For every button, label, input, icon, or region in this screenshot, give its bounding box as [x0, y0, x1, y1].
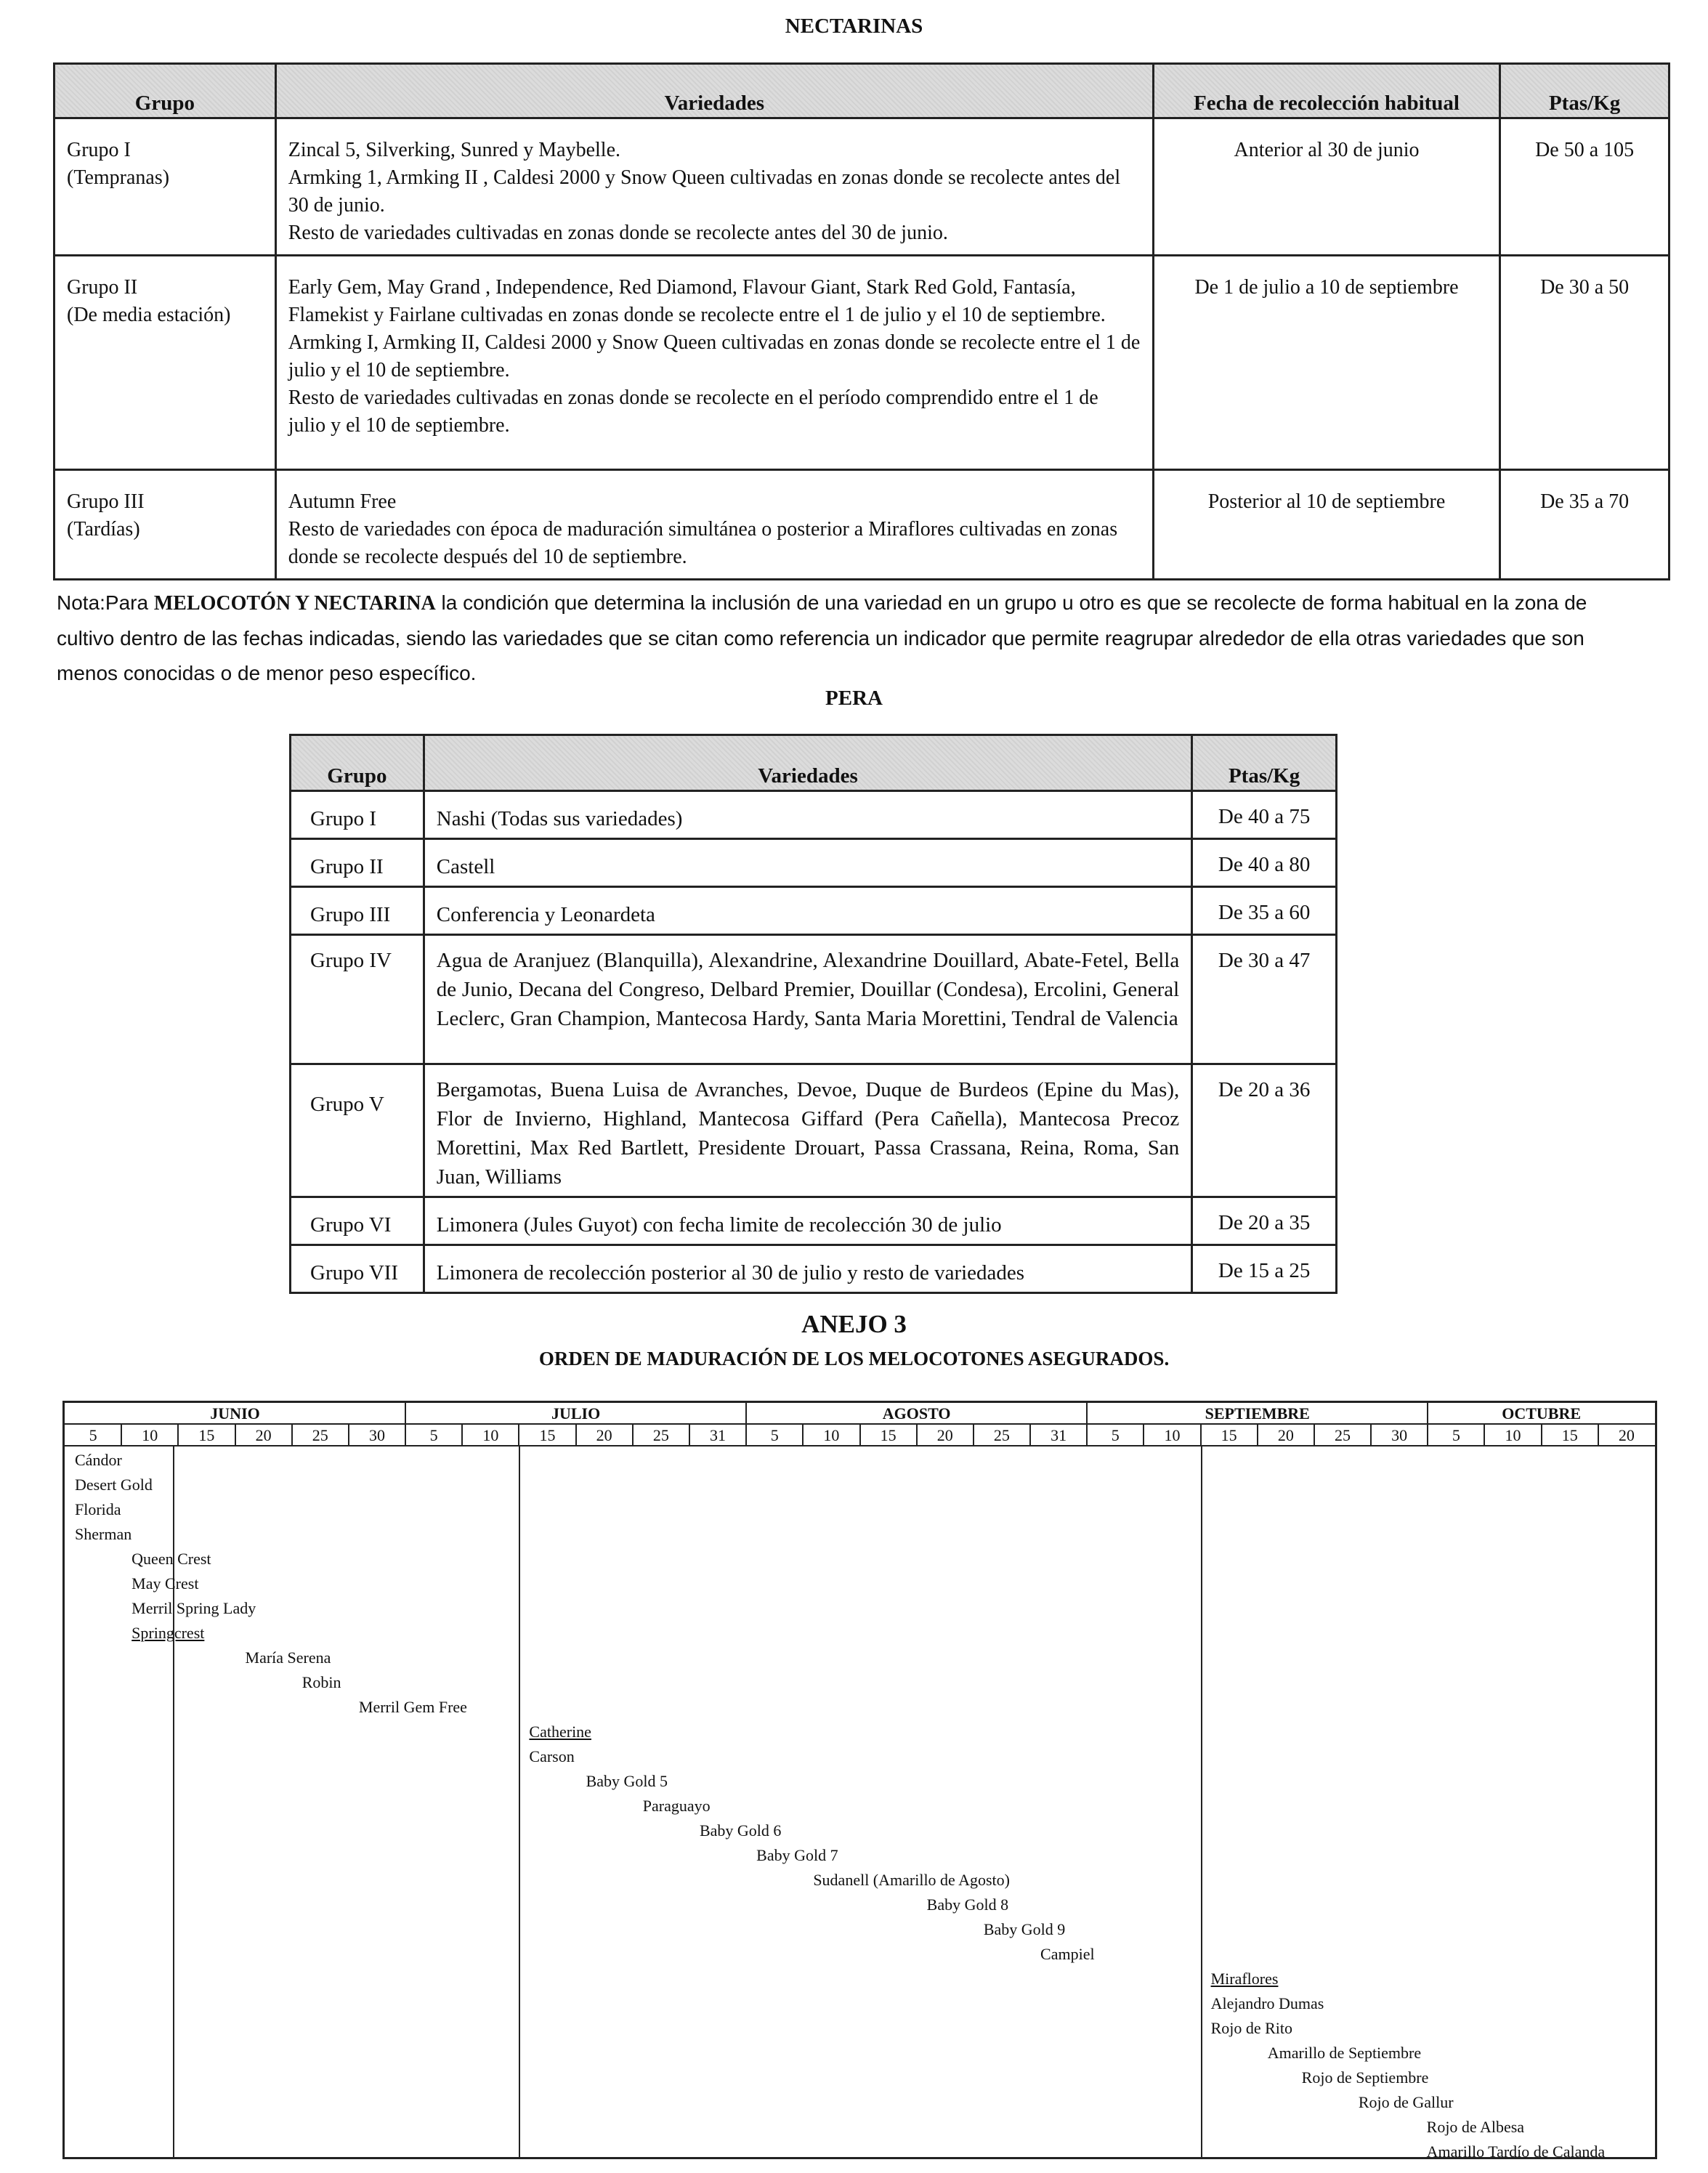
variedad-line: Autumn Free	[288, 490, 397, 513]
day-tick-label: 5	[770, 1426, 779, 1444]
note-bold: MELOCOTÓN Y NECTARINA	[153, 592, 436, 615]
day-divider	[859, 1425, 861, 1445]
variety-label: María Serena	[245, 1648, 331, 1667]
day-divider	[1257, 1425, 1258, 1445]
variety-label: Desert Gold	[75, 1476, 153, 1494]
variedad-line: Zincal 5, Silverking, Sunred y Maybelle.	[288, 139, 620, 161]
day-tick-label: 31	[710, 1426, 726, 1444]
variedades-cell: Limonera de recolección posterior al 30 de julio y resto de variedades	[424, 1245, 1191, 1293]
variety-label: Rojo de Albesa	[1426, 2118, 1525, 2136]
grupo-cell: Grupo VII	[291, 1245, 424, 1293]
table-row	[291, 1197, 1337, 1245]
variety-label: Springcrest	[131, 1624, 205, 1642]
day-tick-label: 10	[823, 1426, 840, 1444]
day-divider	[291, 1425, 293, 1445]
variety-label: Rojo de Rito	[1210, 2019, 1293, 2037]
header-precio: Ptas/Kg	[1192, 735, 1337, 791]
variety-label: Baby Gold 6	[699, 1821, 782, 1840]
day-tick-label: 15	[539, 1426, 556, 1444]
nectarinas-table	[53, 62, 1670, 580]
precio-cell: De 20 a 36	[1192, 1064, 1337, 1197]
variety-label: Miraflores	[1210, 1970, 1279, 1988]
period-guide-line	[1201, 1446, 1202, 2157]
variedades-cell: Bergamotas, Buena Luisa de Avranches, Devoe, Duque de Burdeos (Epine du Mas), Flor de Invierno, Highland, Mantecosa Giffard (Pera Cañella), Mantecosa Precoz Morettini, Max Red Bartlett, Presidente Drouart, Passa Crassana, Reina, Roma, San Juan, Williams	[424, 1064, 1191, 1197]
day-divider	[1598, 1425, 1599, 1445]
maturation-chart	[62, 1401, 1657, 2159]
precio-cell: De 30 a 47	[1192, 935, 1337, 1064]
month-label: JUNIO	[210, 1404, 260, 1423]
header-fecha: Fecha de recolección habitual	[1153, 64, 1499, 118]
variedad-line: Armking 1, Armking II , Caldesi 2000 y Snow Queen cultivadas en zonas donde se recolecte antes del 30 de junio.	[288, 166, 1121, 217]
variety-label: Florida	[75, 1500, 121, 1518]
variedades-cell: Limonera (Jules Guyot) con fecha limite de recolección 30 de julio	[424, 1197, 1191, 1245]
variety-label: Baby Gold 8	[926, 1895, 1009, 1914]
day-tick-label: 25	[312, 1426, 328, 1444]
pera-title: PERA	[825, 687, 883, 710]
table-row	[291, 1245, 1337, 1293]
note-prefix: Nota:Para	[57, 591, 149, 614]
day-divider	[575, 1425, 577, 1445]
fecha-cell: Anterior al 30 de junio	[1153, 118, 1499, 256]
day-divider	[1314, 1425, 1315, 1445]
period-guide-line	[519, 1446, 520, 2157]
variety-label: May Crest	[131, 1574, 199, 1593]
table-row	[291, 935, 1337, 1064]
day-divider	[348, 1425, 349, 1445]
grupo-cell: Grupo II	[291, 839, 424, 887]
table-row	[291, 791, 1337, 839]
precio-cell: De 50 a 105	[1500, 118, 1669, 256]
variedades-cell: Castell	[424, 839, 1191, 887]
grupo-label: Grupo I	[67, 139, 131, 161]
header-grupo: Grupo	[291, 735, 424, 791]
grupo-cell: Grupo I	[291, 791, 424, 839]
day-tick-label: 30	[368, 1426, 385, 1444]
grupo-subtitle: (Tempranas)	[67, 166, 170, 189]
day-divider	[1200, 1425, 1202, 1445]
day-divider	[121, 1425, 122, 1445]
variety-label: Sherman	[75, 1525, 132, 1543]
variedad-line: Resto de variedades con época de maduración simultánea o posterior a Miraflores cultivadas en zonas donde se recolecte después del 10 de septiembre.	[288, 518, 1118, 568]
table-row	[54, 118, 1669, 256]
day-tick-label: 31	[1051, 1426, 1067, 1444]
day-tick-label: 10	[1164, 1426, 1181, 1444]
variedades-cell: Nashi (Todas sus variedades)	[424, 791, 1191, 839]
precio-cell: De 20 a 35	[1192, 1197, 1337, 1245]
grupo-cell: Grupo V	[291, 1064, 424, 1197]
grupo-cell: Grupo III	[291, 887, 424, 935]
variety-label: Robin	[301, 1673, 341, 1691]
variety-label: Catherine	[529, 1723, 591, 1741]
variety-label: Rojo de Septiembre	[1301, 2068, 1429, 2087]
day-divider	[802, 1425, 804, 1445]
header-grupo: Grupo	[54, 64, 276, 118]
variety-label: Baby Gold 7	[756, 1846, 838, 1864]
month-label: AGOSTO	[882, 1404, 951, 1423]
day-tick-label: 20	[936, 1426, 953, 1444]
day-tick-label: 15	[198, 1426, 215, 1444]
variety-label: Queen Crest	[131, 1550, 211, 1568]
variety-label: Rojo de Gallur	[1358, 2093, 1454, 2111]
precio-cell: De 40 a 75	[1192, 791, 1337, 839]
day-divider	[1143, 1425, 1144, 1445]
day-tick-label: 5	[1111, 1426, 1120, 1444]
table-row	[54, 470, 1669, 580]
variety-label: Amarillo de Septiembre	[1267, 2044, 1422, 2062]
grupo-subtitle: (Tardías)	[67, 518, 140, 541]
day-tick-label: 25	[1335, 1426, 1351, 1444]
day-divider	[1541, 1425, 1542, 1445]
day-divider	[177, 1425, 179, 1445]
day-tick-label: 10	[1505, 1426, 1521, 1444]
pera-table	[289, 734, 1337, 1294]
table-row	[291, 1064, 1337, 1197]
fecha-cell: De 1 de julio a 10 de septiembre	[1153, 256, 1499, 470]
month-label: OCTUBRE	[1502, 1404, 1582, 1423]
precio-cell: De 35 a 60	[1192, 887, 1337, 935]
day-tick-label: 10	[142, 1426, 158, 1444]
day-divider	[1484, 1425, 1485, 1445]
variety-label: Merril Gem Free	[358, 1698, 467, 1716]
day-tick-label: 30	[1391, 1426, 1408, 1444]
anejo-subtitle: ORDEN DE MADURACIÓN DE LOS MELOCOTONES ASEGURADOS.	[538, 1348, 1170, 1369]
table-row	[291, 839, 1337, 887]
day-divider	[1029, 1425, 1031, 1445]
day-tick-label: 5	[89, 1426, 97, 1444]
table-row	[291, 887, 1337, 935]
variedad-line: Early Gem, May Grand , Independence, Red Diamond, Flavour Giant, Stark Red Gold, Fantasía, Flamekist y Fairlane cultivadas en zonas donde se recolecte entre el 1 de julio y el 10 de septiembre.	[288, 276, 1106, 326]
day-tick-label: 20	[1277, 1426, 1294, 1444]
grupo-subtitle: (De media estación)	[67, 304, 231, 326]
header-variedades: Variedades	[424, 735, 1191, 791]
precio-cell: De 35 a 70	[1500, 470, 1669, 580]
variety-label: Amarillo Tardío de Calanda	[1426, 2142, 1606, 2161]
day-tick-label: 15	[880, 1426, 897, 1444]
day-divider	[235, 1425, 236, 1445]
day-tick-label: 5	[429, 1426, 438, 1444]
precio-cell: De 15 a 25	[1192, 1245, 1337, 1293]
variety-label: Merril Spring Lady	[131, 1599, 256, 1617]
day-tick-label: 10	[482, 1426, 499, 1444]
day-divider	[632, 1425, 634, 1445]
grupo-label: Grupo III	[67, 490, 145, 513]
variedades-cell: Agua de Aranjuez (Blanquilla), Alexandrine, Alexandrine Douillard, Abate-Fetel, Bella de Junio, Decana del Congreso, Delbard Premier, Douillar (Condesa), Ercolini, General Leclerc, Gran Champion, Mantecosa Hardy, Santa Maria Morettini, Tendral de Valencia	[424, 935, 1191, 1064]
day-tick-label: 15	[1561, 1426, 1578, 1444]
fecha-cell: Posterior al 10 de septiembre	[1153, 470, 1499, 580]
grupo-cell: Grupo VI	[291, 1197, 424, 1245]
header-bottom-divider	[65, 1445, 1655, 1446]
day-divider	[973, 1425, 974, 1445]
variedades-cell: Conferencia y Leonardeta	[424, 887, 1191, 935]
day-tick-label: 20	[255, 1426, 272, 1444]
day-tick-label: 20	[596, 1426, 612, 1444]
variety-label: Alejandro Dumas	[1210, 1994, 1324, 2012]
variety-label: Paraguayo	[642, 1797, 711, 1815]
table-row	[54, 256, 1669, 470]
variety-label: Carson	[529, 1747, 575, 1765]
note-paragraph	[57, 586, 1604, 691]
day-divider	[1370, 1425, 1372, 1445]
day-tick-label: 15	[1221, 1426, 1237, 1444]
precio-cell: De 30 a 50	[1500, 256, 1669, 470]
day-tick-label: 25	[993, 1426, 1010, 1444]
precio-cell: De 40 a 80	[1192, 839, 1337, 887]
day-divider	[916, 1425, 918, 1445]
day-divider	[461, 1425, 463, 1445]
anejo-title: ANEJO 3	[801, 1310, 907, 1338]
variedad-line: Resto de variedades cultivadas en zonas donde se recolecte en el período comprendido entre el 1 de julio y el 10 de septiembre.	[288, 387, 1098, 437]
variety-label: Baby Gold 9	[983, 1920, 1066, 1938]
header-variedades: Variedades	[275, 64, 1153, 118]
grupo-cell: Grupo IV	[291, 935, 424, 1064]
day-divider	[689, 1425, 690, 1445]
grupo-label: Grupo II	[67, 276, 138, 299]
nectarinas-title: NECTARINAS	[785, 15, 923, 38]
note-text: la condición que determina la inclusión de una variedad en un grupo u otro es que se recolecte de forma habitual en la zona de cultivo dentro de las fechas indicadas, siendo las variedades que se citan como referencia un indicador que permite reagrupar alrededor de ella otras variedades que son menos conocidas o de menor peso específico.	[57, 591, 1587, 684]
month-label: SEPTIEMBRE	[1205, 1404, 1310, 1423]
variety-label: Campiel	[1040, 1945, 1095, 1963]
day-divider	[518, 1425, 519, 1445]
variety-label: Baby Gold 5	[586, 1772, 668, 1790]
month-label: JULIO	[551, 1404, 601, 1423]
variedad-line: Armking I, Armking II, Caldesi 2000 y Snow Queen cultivadas en zonas donde se recolecte entre el 1 de julio y el 10 de septiembre.	[288, 331, 1141, 381]
day-tick-label: 25	[652, 1426, 669, 1444]
header-precio: Ptas/Kg	[1500, 64, 1669, 118]
variety-label: Sudanell (Amarillo de Agosto)	[813, 1871, 1010, 1889]
day-tick-label: 20	[1618, 1426, 1635, 1444]
variedad-line: Resto de variedades cultivadas en zonas donde se recolecte antes del 30 de junio.	[288, 222, 948, 244]
variety-label: Cándor	[75, 1451, 122, 1469]
day-tick-label: 5	[1452, 1426, 1460, 1444]
